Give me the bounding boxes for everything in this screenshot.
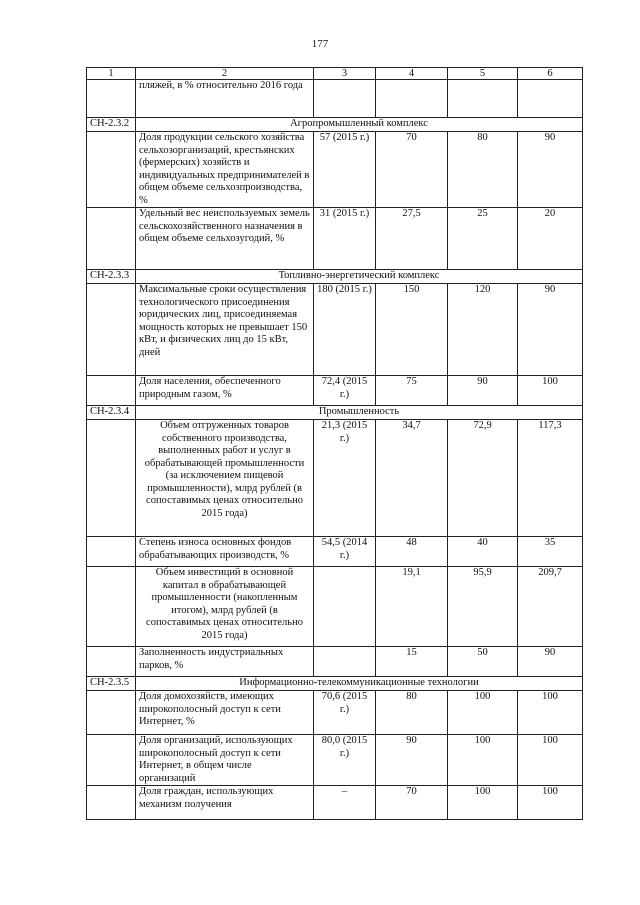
- base-value: [314, 80, 376, 118]
- target-value-col6: 100: [518, 786, 583, 820]
- row-code-cell: [87, 376, 136, 406]
- section-row: [87, 270, 583, 284]
- target-value-col6: 90: [518, 647, 583, 677]
- table-row: [87, 567, 583, 647]
- indicator-name: Максимальные сроки осуществления технологического присоединения юридических лиц, присоединяемая мощность которых не превышает 150 кВт, и физических лиц до 15 кВт, дней: [136, 284, 314, 376]
- section-row: [87, 118, 583, 132]
- table-row: [87, 691, 583, 735]
- target-value-col4: 70: [376, 786, 448, 820]
- table-row: [87, 376, 583, 406]
- target-value-col5: 40: [448, 537, 518, 567]
- table-row: [87, 132, 583, 208]
- base-value: 72,4 (2015 г.): [314, 376, 376, 406]
- target-value-col5: 95,9: [448, 567, 518, 647]
- target-value-col6: 20: [518, 208, 583, 270]
- table-row: [87, 647, 583, 677]
- target-value-col5: 72,9: [448, 420, 518, 537]
- target-value-col5: 80: [448, 132, 518, 208]
- indicator-name: Объем инвестиций в основной капитал в обрабатывающей промышленности (накопленным итогом), млрд рублей (в сопоставимых ценах относительно 2015 года): [136, 567, 314, 647]
- target-value-col4: 27,5: [376, 208, 448, 270]
- section-row: [87, 406, 583, 420]
- target-value-col6: 100: [518, 735, 583, 786]
- header-col-6: 6: [518, 68, 583, 80]
- header-row: [87, 68, 583, 80]
- indicator-name: Заполненность индустриальных парков, %: [136, 647, 314, 677]
- indicator-name: пляжей, в % относительно 2016 года: [136, 80, 314, 118]
- header-col-1: 1: [87, 68, 136, 80]
- section-code: СН-2.3.4: [87, 406, 136, 420]
- target-value-col4: [376, 80, 448, 118]
- row-code-cell: [87, 208, 136, 270]
- target-value-col4: 70: [376, 132, 448, 208]
- section-title: Агропромышленный комплекс: [136, 118, 583, 132]
- target-value-col5: 100: [448, 691, 518, 735]
- base-value: 80,0 (2015 г.): [314, 735, 376, 786]
- target-value-col6: 90: [518, 132, 583, 208]
- target-value-col5: 100: [448, 786, 518, 820]
- target-value-col6: 209,7: [518, 567, 583, 647]
- row-code-cell: [87, 132, 136, 208]
- indicator-name: Степень износа основных фондов обрабатывающих производств, %: [136, 537, 314, 567]
- target-value-col4: 34,7: [376, 420, 448, 537]
- section-code: СН-2.3.2: [87, 118, 136, 132]
- indicator-name: Доля домохозяйств, имеющих широкополосный доступ к сети Интернет, %: [136, 691, 314, 735]
- section-title: Топливно-энергетический комплекс: [136, 270, 583, 284]
- target-value-col5: 90: [448, 376, 518, 406]
- table-row: [87, 208, 583, 270]
- target-value-col6: 100: [518, 376, 583, 406]
- target-value-col4: 90: [376, 735, 448, 786]
- base-value: –: [314, 786, 376, 820]
- row-code-cell: [87, 420, 136, 537]
- target-value-col4: 48: [376, 537, 448, 567]
- target-value-col4: 19,1: [376, 567, 448, 647]
- target-value-col6: 35: [518, 537, 583, 567]
- indicator-name: Доля населения, обеспеченного природным газом, %: [136, 376, 314, 406]
- target-value-col6: 90: [518, 284, 583, 376]
- base-value: 54,5 (2014 г.): [314, 537, 376, 567]
- indicator-name: Доля организаций, использующих широкополосный доступ к сети Интернет, в общем числе организаций: [136, 735, 314, 786]
- table-row: [87, 537, 583, 567]
- indicator-name: Удельный вес неиспользуемых земель сельскохозяйственного назначения в общем объеме сельхозугодий, %: [136, 208, 314, 270]
- base-value: 70,6 (2015 г.): [314, 691, 376, 735]
- header-col-2: 2: [136, 68, 314, 80]
- row-code-cell: [87, 567, 136, 647]
- section-row: [87, 677, 583, 691]
- header-col-5: 5: [448, 68, 518, 80]
- row-code-cell: [87, 735, 136, 786]
- table-row: [87, 80, 583, 118]
- target-value-col5: 100: [448, 735, 518, 786]
- base-value: [314, 647, 376, 677]
- target-value-col4: 150: [376, 284, 448, 376]
- row-code-cell: [87, 786, 136, 820]
- indicator-name: Объем отгруженных товаров собственного производства, выполненных работ и услуг в обрабатывающей промышленности (за исключением пищевой промышленности), млрд рублей (в сопоставимых ценах относительно 2015 года): [136, 420, 314, 537]
- header-col-3: 3: [314, 68, 376, 80]
- target-value-col6: 100: [518, 691, 583, 735]
- target-value-col5: 50: [448, 647, 518, 677]
- row-code-cell: [87, 284, 136, 376]
- row-code-cell: [87, 647, 136, 677]
- target-value-col5: [448, 80, 518, 118]
- indicator-name: Доля продукции сельского хозяйства сельхозорганизаций, крестьянских (фермерских) хозяйств и индивидуальных предпринимателей в общем объеме сельхозпроизводства, %: [136, 132, 314, 208]
- section-code: СН-2.3.3: [87, 270, 136, 284]
- indicator-name: Доля граждан, использующих механизм получения: [136, 786, 314, 820]
- base-value: 21,3 (2015 г.): [314, 420, 376, 537]
- base-value: [314, 567, 376, 647]
- table-row: [87, 786, 583, 820]
- table-row: [87, 284, 583, 376]
- target-value-col4: 15: [376, 647, 448, 677]
- table-row: [87, 735, 583, 786]
- row-code-cell: [87, 80, 136, 118]
- base-value: 180 (2015 г.): [314, 284, 376, 376]
- section-title: Промышленность: [136, 406, 583, 420]
- base-value: 57 (2015 г.): [314, 132, 376, 208]
- section-title: Информационно-телекоммуникационные технологии: [136, 677, 583, 691]
- row-code-cell: [87, 691, 136, 735]
- target-value-col6: 117,3: [518, 420, 583, 537]
- target-value-col5: 25: [448, 208, 518, 270]
- header-col-4: 4: [376, 68, 448, 80]
- target-value-col6: [518, 80, 583, 118]
- indicators-table: [86, 67, 583, 820]
- base-value: 31 (2015 г.): [314, 208, 376, 270]
- section-code: СН-2.3.5: [87, 677, 136, 691]
- page-number: 177: [311, 38, 329, 50]
- target-value-col4: 80: [376, 691, 448, 735]
- target-value-col4: 75: [376, 376, 448, 406]
- row-code-cell: [87, 537, 136, 567]
- table-row: [87, 420, 583, 537]
- target-value-col5: 120: [448, 284, 518, 376]
